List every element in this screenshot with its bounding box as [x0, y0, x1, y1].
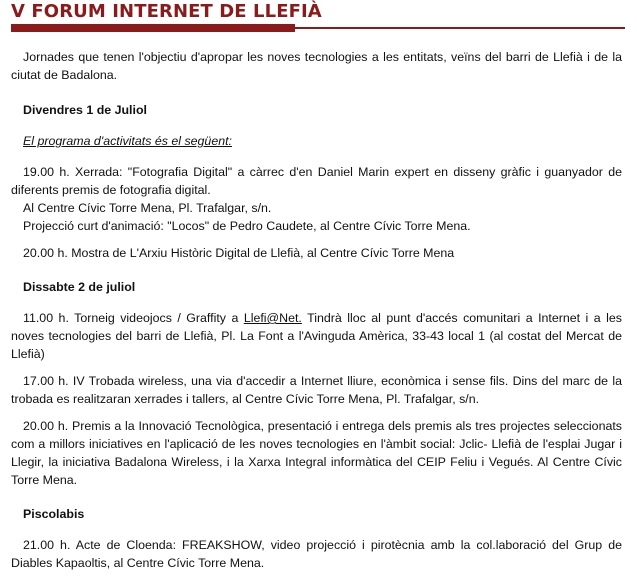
day2-item1	[11, 309, 622, 363]
day1-item2: 20.00 h. Mostra de L'Arxiu Històric Digital de Llefià, al Centre Cívic Torre Mena	[23, 246, 455, 260]
intro-paragraph: Jornades que tenen l'objectiu d'apropar les noves tecnologies a les entitats, veïns del barri de Llefià i de la ciutat de Badalona.	[11, 50, 622, 82]
title-rule-line	[295, 27, 625, 29]
day2-item3: 20.00 h. Premis a la Innovació Tecnològica, presentació i entrega dels premis als tres projectes seleccionats com a millors iniciatives en l'aplicació de les noves tecnologies en l'àmbit social: Jclic- Llefià de l'esplai Jugar i Llegir, la iniciativa Badalona Wireless, i la Xarxa Integral informàtica del CEIP Feliu i Vegués. Al Centre Cívic Torre Mena.	[11, 419, 622, 487]
day2-item1-post: Tindrà lloc al punt d'accés comunitari a Internet i a les noves tecnologies del barri de Llefià, Pl. La Font a l'Avinguda Amèrica, 33-43 local 1 (al costat del Mercat de Llefià)	[11, 311, 622, 361]
day2-item2: 17.00 h. IV Trobada wireless, una via d'accedir a Internet lliure, econòmica i sense fils. Dins del marc de la trobada es realitzaran xerrades i tallers, al Centre Cívic Torre Mena, Pl. Trafalgar, s/n.	[11, 374, 622, 406]
day2-heading: Dissabte 2 de juliol	[23, 280, 136, 294]
llefianet-link[interactable]: Llefi@Net.	[243, 311, 302, 325]
day1-item1-projection: Projecció curt d'animació: "Locos" de Pedro Caudete, al Centre Cívic Torre Mena.	[23, 219, 471, 233]
program-label: El programa d'activitats és el següent:	[23, 134, 232, 148]
day2-item1-pre: 11.00 h. Torneig videojocs / Graffity a	[23, 311, 244, 325]
title-underline-bar	[11, 24, 295, 32]
day1-item1: 19.00 h. Xerrada: "Fotografia Digital" a càrrec d'en Daniel Marin expert en disseny gràfic i guanyador de diferents premis de fotografia digital.	[11, 165, 622, 197]
day1-item1-place: Al Centre Cívic Torre Mena, Pl. Trafalgar, s/n.	[23, 201, 272, 215]
page-title: V FORUM INTERNET DE LLEFIÀ	[11, 1, 322, 22]
article-body	[11, 48, 622, 572]
piscolabis-item1: 21.00 h. Acte de Cloenda: FREAKSHOW, video projecció i pirotècnia amb la col.laboració del Grup de Diables Kapaoltis, al Centre Cívic Torre Mena.	[11, 538, 622, 570]
day1-heading: Divendres 1 de Juliol	[23, 103, 147, 117]
piscolabis-heading: Piscolabis	[23, 507, 85, 521]
